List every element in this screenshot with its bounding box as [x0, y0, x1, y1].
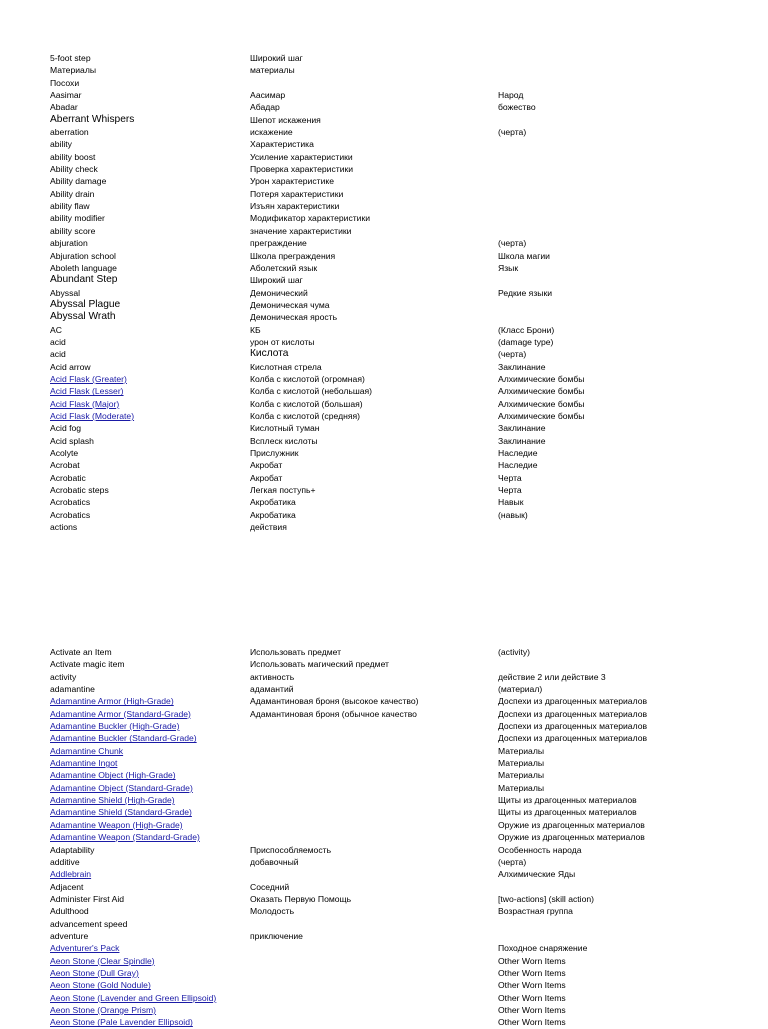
term-russian: Потеря характеристики	[250, 188, 344, 199]
term-english: Aboleth language	[50, 262, 117, 273]
term-link[interactable]: Acid Flask (Moderate)	[50, 410, 135, 421]
term-category: Алхимические Яды	[498, 869, 576, 880]
term-category: Наследие	[498, 460, 538, 471]
term-link[interactable]: Acid Flask (Greater)	[50, 373, 127, 384]
term-russian: Прислужник	[250, 448, 299, 458]
term-english: Abyssal Plague	[50, 298, 121, 310]
term-category: (черта)	[498, 349, 527, 360]
term-russian: Акробатика	[250, 497, 296, 508]
term-category: (материал)	[498, 684, 543, 695]
term-english: adamantine	[50, 684, 95, 695]
term-category: Редкие языки	[498, 287, 553, 298]
term-category	[498, 311, 768, 323]
term-link[interactable]: Adamantine Buckler (Standard-Grade)	[50, 733, 197, 744]
term-russian: Демоническая чума	[250, 299, 330, 310]
term-english: Acrobatic steps	[50, 485, 109, 496]
term-link[interactable]: Adamantine Buckler (High-Grade)	[50, 721, 180, 732]
glossary-row	[50, 484, 768, 496]
term-category: Оружие из драгоценных материалов	[498, 819, 645, 830]
term-english: Acrobat	[50, 460, 80, 471]
term-category: Other Worn Items	[498, 955, 566, 966]
term-category	[498, 225, 768, 237]
term-category: Алхимические бомбы	[498, 386, 585, 397]
term-category: (черта)	[498, 856, 527, 867]
term-english: Ability check	[50, 164, 98, 175]
glossary-row	[50, 237, 768, 249]
term-link[interactable]: Adamantine Shield (Standard-Grade)	[50, 807, 192, 818]
glossary-row	[50, 955, 768, 967]
glossary-block-2	[50, 646, 768, 1029]
glossary-row	[50, 114, 768, 126]
term-english: Abadar	[50, 102, 78, 113]
glossary-row	[50, 979, 768, 991]
term-english: Acid arrow	[50, 361, 91, 372]
term-category: Other Worn Items	[498, 967, 566, 978]
glossary-row	[50, 422, 768, 434]
term-link[interactable]: Adamantine Weapon (High-Grade)	[50, 819, 183, 830]
term-russian: Урон характеристике	[250, 176, 335, 187]
glossary-row	[50, 89, 768, 101]
term-russian: Оказать Первую Помощь	[250, 893, 352, 904]
term-category: Щиты из драгоценных материалов	[498, 807, 637, 818]
term-russian	[250, 979, 498, 991]
term-category: Доспехи из драгоценных материалов	[498, 696, 648, 707]
term-russian	[250, 819, 498, 831]
glossary-row	[50, 683, 768, 695]
term-english: Acrobatics	[50, 497, 91, 508]
term-category: Черта	[498, 472, 522, 483]
term-english: Adulthood	[50, 906, 89, 917]
term-russian	[250, 1016, 498, 1028]
glossary-row	[50, 324, 768, 336]
glossary-row	[50, 496, 768, 508]
term-link[interactable]: Adamantine Ingot	[50, 758, 118, 769]
term-category	[498, 77, 768, 89]
term-russian: приключение	[250, 930, 303, 941]
term-category: Народ	[498, 90, 524, 101]
glossary-row	[50, 720, 768, 732]
glossary-row	[50, 521, 768, 533]
glossary-row	[50, 794, 768, 806]
glossary-row	[50, 175, 768, 187]
glossary-row	[50, 905, 768, 917]
term-english: actions	[50, 522, 78, 533]
glossary-row	[50, 881, 768, 893]
term-russian: Использовать магический предмет	[250, 659, 389, 670]
term-russian: Модификатор характеристики	[250, 213, 371, 224]
term-russian: действия	[250, 522, 287, 533]
term-english: Adjacent	[50, 881, 84, 892]
term-category: Other Worn Items	[498, 992, 566, 1003]
term-category: божество	[498, 102, 536, 113]
term-russian	[250, 757, 498, 769]
term-english: additive	[50, 856, 80, 867]
term-link[interactable]: Adamantine Object (High-Grade)	[50, 770, 176, 781]
term-category: Алхимические бомбы	[498, 398, 585, 409]
term-russian: Легкая поступь+	[250, 485, 316, 496]
glossary-row	[50, 311, 768, 323]
glossary-row	[50, 200, 768, 212]
term-russian	[250, 77, 498, 89]
term-russian: Характеристика	[250, 139, 314, 150]
term-english: Abyssal	[50, 287, 81, 298]
term-english: Посохи	[50, 77, 80, 88]
term-category: (activity)	[498, 647, 530, 657]
term-russian	[250, 806, 498, 818]
term-category: (черта)	[498, 238, 527, 249]
term-english: Abundant Step	[50, 274, 118, 286]
glossary-row	[50, 188, 768, 200]
term-russian	[250, 992, 498, 1004]
term-link[interactable]: Aeon Stone (Dull Gray)	[50, 967, 139, 978]
term-category: Материалы	[498, 782, 545, 793]
glossary-block-1	[50, 52, 768, 533]
glossary-row	[50, 336, 768, 348]
glossary-row	[50, 212, 768, 224]
term-russian: Адамантиновая броня (высокое качество)	[250, 696, 419, 707]
glossary-row	[50, 348, 768, 360]
term-russian: Демоническая ярость	[250, 312, 338, 323]
glossary-row	[50, 472, 768, 484]
term-russian: Использовать предмет	[250, 647, 342, 657]
term-russian: значение характеристики	[250, 225, 352, 236]
term-category: Черта	[498, 485, 522, 496]
term-english: Abyssal Wrath	[50, 311, 116, 323]
term-category	[498, 274, 768, 286]
term-category: Other Worn Items	[498, 1004, 566, 1015]
term-russian: Усиление характеристики	[250, 151, 353, 162]
term-english: Aberrant Whispers	[50, 113, 135, 125]
term-category: Особенность народа	[498, 844, 582, 855]
glossary-row	[50, 52, 768, 64]
term-russian: Молодость	[250, 906, 295, 917]
term-category: Возрастная группа	[498, 906, 573, 917]
glossary-row	[50, 225, 768, 237]
glossary-row	[50, 1016, 768, 1028]
term-category	[498, 188, 768, 200]
glossary-row	[50, 695, 768, 707]
term-category	[498, 138, 768, 150]
term-english: 5-foot step	[50, 53, 91, 63]
glossary-row	[50, 769, 768, 781]
term-english: Материалы	[50, 65, 97, 76]
term-english: Adaptability	[50, 844, 95, 855]
term-russian	[250, 918, 498, 930]
term-link[interactable]: Adamantine Shield (High-Grade)	[50, 795, 175, 806]
term-russian: урон от кислоты	[250, 336, 315, 347]
glossary-row	[50, 373, 768, 385]
glossary-row	[50, 942, 768, 954]
term-english: Activate magic item	[50, 659, 125, 670]
term-english: ability boost	[50, 151, 96, 162]
term-category: Материалы	[498, 745, 545, 756]
term-english: ability flaw	[50, 201, 90, 212]
term-category	[498, 114, 768, 126]
term-category: Алхимические бомбы	[498, 373, 585, 384]
term-russian: адамантий	[250, 684, 294, 695]
term-category: (Класс Брони)	[498, 324, 555, 335]
term-english: Ability damage	[50, 176, 107, 187]
glossary-row	[50, 782, 768, 794]
term-link[interactable]: Adamantine Armor (Standard-Grade)	[50, 708, 191, 719]
glossary-row	[50, 64, 768, 76]
term-russian: материалы	[250, 65, 295, 76]
glossary-row	[50, 658, 768, 670]
term-russian	[250, 782, 498, 794]
term-link[interactable]: Aeon Stone (Pale Lavender Ellipsoid)	[50, 1017, 193, 1028]
term-category: Материалы	[498, 770, 545, 781]
term-russian	[250, 794, 498, 806]
term-russian: Колба с кислотой (большая)	[250, 398, 363, 409]
term-link[interactable]: Addlebrain	[50, 869, 92, 880]
term-category	[498, 64, 768, 76]
glossary-row	[50, 856, 768, 868]
term-russian: Школа преграждения	[250, 250, 336, 261]
term-category: Other Worn Items	[498, 980, 566, 991]
term-category	[498, 151, 768, 163]
term-russian	[250, 868, 498, 880]
term-russian: Всплеск кислоты	[250, 435, 318, 446]
term-category: действие 2 или действие 3	[498, 671, 606, 682]
term-russian	[250, 745, 498, 757]
term-russian: Соседний	[250, 881, 290, 892]
term-russian: КБ	[250, 324, 261, 335]
term-russian: Широкий шаг	[250, 275, 303, 286]
glossary-row	[50, 361, 768, 373]
term-russian: Акробат	[250, 460, 283, 471]
term-english: Abjuration school	[50, 250, 116, 261]
term-russian: Кислотная стрела	[250, 361, 322, 372]
glossary-row	[50, 410, 768, 422]
glossary-row	[50, 447, 768, 459]
term-english: activity	[50, 671, 77, 682]
glossary-row	[50, 126, 768, 138]
term-category	[498, 658, 768, 670]
glossary-row	[50, 299, 768, 311]
glossary-row	[50, 151, 768, 163]
term-russian: Проверка характеристики	[250, 164, 354, 175]
term-english: Acrobatic	[50, 472, 86, 483]
term-english: ability score	[50, 225, 96, 236]
term-link[interactable]: Acid Flask (Lesser)	[50, 386, 124, 397]
term-english: abjuration	[50, 238, 88, 249]
term-category: Оружие из драгоценных материалов	[498, 832, 645, 843]
term-russian	[250, 1004, 498, 1016]
term-russian: Аболетский язык	[250, 262, 318, 273]
term-link[interactable]: Adamantine Weapon (Standard-Grade)	[50, 832, 200, 843]
term-russian	[250, 720, 498, 732]
glossary-row	[50, 745, 768, 757]
term-category	[498, 175, 768, 187]
term-link[interactable]: Aeon Stone (Clear Spindle)	[50, 955, 155, 966]
term-category	[498, 200, 768, 212]
term-russian: Приспособляемость	[250, 844, 332, 855]
term-russian: активность	[250, 671, 295, 682]
term-russian: Демонический	[250, 287, 308, 298]
glossary-row	[50, 646, 768, 658]
term-category	[498, 521, 768, 533]
term-category: [two-actions] (skill action)	[498, 893, 594, 904]
term-category: Заклинание	[498, 361, 546, 372]
glossary-row	[50, 732, 768, 744]
term-category	[498, 881, 768, 893]
glossary-row	[50, 509, 768, 521]
term-category: Other Worn Items	[498, 1017, 566, 1028]
glossary-row	[50, 274, 768, 286]
term-english: Acid splash	[50, 435, 94, 446]
term-link[interactable]: Aeon Stone (Gold Nodule)	[50, 980, 151, 991]
term-category: (навык)	[498, 509, 528, 520]
term-category: Материалы	[498, 758, 545, 769]
glossary-row	[50, 708, 768, 720]
term-russian: Адамантиновая броня (обычное качество	[250, 708, 417, 719]
term-category: Доспехи из драгоценных материалов	[498, 733, 648, 744]
glossary-row	[50, 806, 768, 818]
glossary-row	[50, 1004, 768, 1016]
term-russian: Акробатика	[250, 509, 296, 520]
term-russian: Колба с кислотой (средняя)	[250, 410, 361, 421]
glossary-row	[50, 262, 768, 274]
term-russian	[250, 831, 498, 843]
term-category: (damage type)	[498, 336, 554, 347]
glossary-row	[50, 287, 768, 299]
term-category	[498, 299, 768, 311]
term-russian: Кислота	[250, 348, 289, 360]
glossary-row	[50, 138, 768, 150]
term-category	[498, 212, 768, 224]
term-russian: Колба с кислотой (небольшая)	[250, 386, 373, 397]
term-russian: Акробат	[250, 472, 283, 483]
term-category: Язык	[498, 262, 519, 273]
term-russian	[250, 769, 498, 781]
term-category: Заклинание	[498, 435, 546, 446]
term-link[interactable]: Adventurer's Pack	[50, 943, 120, 954]
term-english: acid	[50, 336, 66, 347]
term-category: (черта)	[498, 127, 527, 138]
term-english: AC	[50, 324, 62, 335]
glossary-row	[50, 992, 768, 1004]
term-link[interactable]: Adamantine Chunk	[50, 745, 124, 756]
term-category	[498, 930, 768, 942]
term-category: Заклинание	[498, 423, 546, 434]
term-russian	[250, 942, 498, 954]
term-english: Acolyte	[50, 448, 79, 458]
glossary-row	[50, 831, 768, 843]
term-category: Наследие	[498, 448, 538, 458]
term-russian: преграждение	[250, 238, 307, 249]
term-english: ability modifier	[50, 213, 105, 224]
term-russian: Кислотный туман	[250, 423, 320, 434]
term-link[interactable]: Adamantine Armor (High-Grade)	[50, 696, 174, 707]
term-english: ability	[50, 139, 72, 150]
glossary-row	[50, 844, 768, 856]
term-russian: Абадар	[250, 102, 280, 113]
term-russian: Колба с кислотой (огромная)	[250, 373, 365, 384]
term-category: Доспехи из драгоценных материалов	[498, 721, 648, 732]
term-english: aberration	[50, 127, 89, 138]
glossary-row	[50, 77, 768, 89]
term-english: advancement speed	[50, 918, 128, 929]
term-link[interactable]: Adamantine Object (Standard-Grade)	[50, 782, 193, 793]
glossary-row	[50, 459, 768, 471]
term-english: Acrobatics	[50, 509, 91, 520]
term-category: Щиты из драгоценных материалов	[498, 795, 637, 806]
glossary-row	[50, 671, 768, 683]
glossary-row	[50, 385, 768, 397]
term-category	[498, 52, 768, 64]
term-english: adventure	[50, 930, 89, 941]
glossary-row	[50, 918, 768, 930]
term-link[interactable]: Aeon Stone (Orange Prism)	[50, 1004, 157, 1015]
term-category	[498, 918, 768, 930]
term-category: Навык	[498, 497, 524, 508]
term-english: Aasimar	[50, 90, 82, 101]
glossary-row	[50, 435, 768, 447]
term-russian: Изъян характеристики	[250, 201, 340, 212]
glossary-row	[50, 819, 768, 831]
term-russian: Шепот искажения	[250, 114, 321, 125]
term-russian	[250, 732, 498, 744]
term-english: acid	[50, 349, 66, 360]
term-category: Школа магии	[498, 250, 550, 261]
term-english: Ability drain	[50, 188, 95, 199]
glossary-row	[50, 757, 768, 769]
glossary-row	[50, 930, 768, 942]
term-link[interactable]: Aeon Stone (Lavender and Green Ellipsoid)	[50, 992, 217, 1003]
glossary-row	[50, 398, 768, 410]
glossary-row	[50, 250, 768, 262]
term-english: Activate an Item	[50, 647, 112, 657]
glossary-row	[50, 163, 768, 175]
term-russian: добавочный	[250, 856, 299, 867]
term-link[interactable]: Acid Flask (Major)	[50, 398, 120, 409]
term-russian: Аасимар	[250, 90, 286, 101]
term-category: Доспехи из драгоценных материалов	[498, 708, 648, 719]
term-russian: искажение	[250, 127, 293, 138]
term-category	[498, 163, 768, 175]
glossary-row	[50, 101, 768, 113]
term-category: Походное снаряжение	[498, 943, 588, 954]
term-russian: Широкий шаг	[250, 53, 303, 63]
glossary-row	[50, 868, 768, 880]
term-category: Алхимические бомбы	[498, 410, 585, 421]
term-english: Acid fog	[50, 423, 82, 434]
term-english: Administer First Aid	[50, 893, 125, 904]
term-russian	[250, 955, 498, 967]
glossary-row	[50, 893, 768, 905]
term-russian	[250, 967, 498, 979]
glossary-row	[50, 967, 768, 979]
